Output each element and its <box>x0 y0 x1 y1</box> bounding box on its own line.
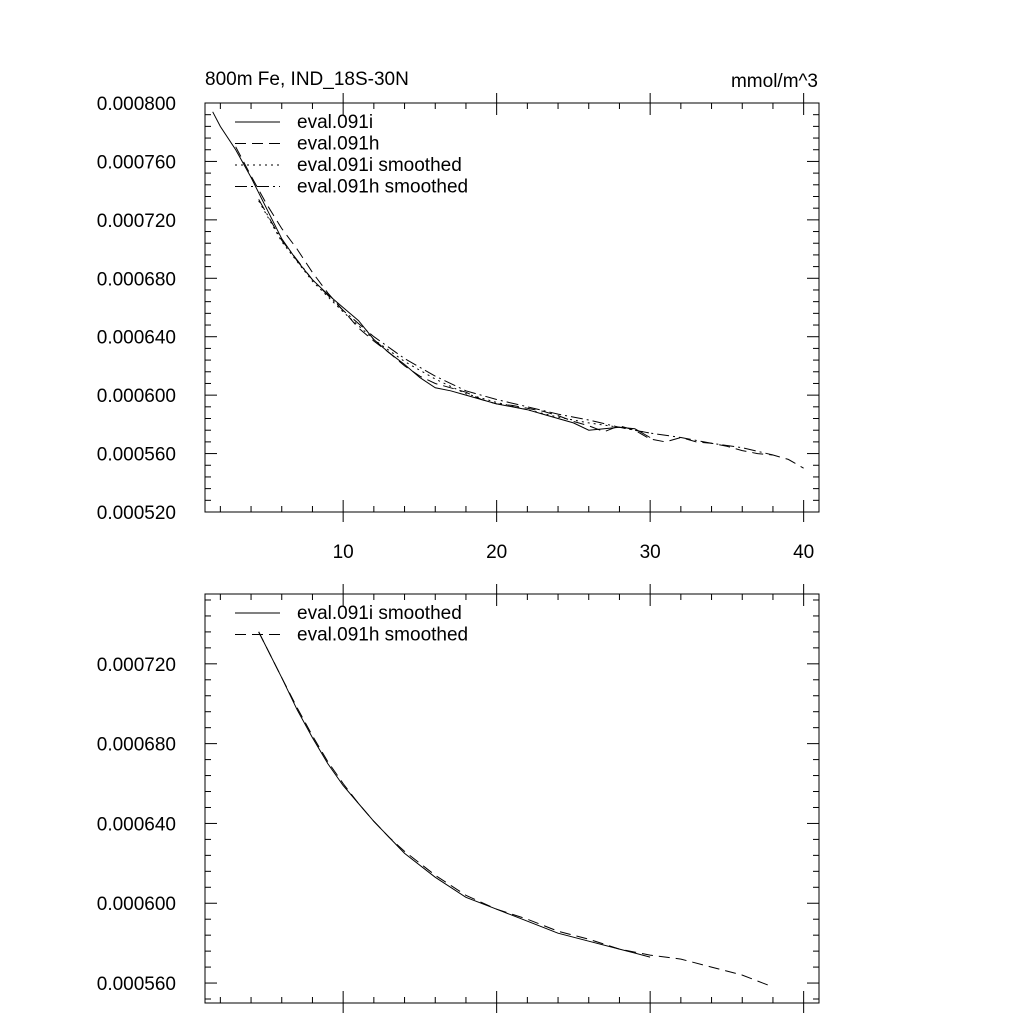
chart-title: 800m Fe, IND_18S-30N <box>205 69 409 90</box>
x-tick-label: 20 <box>486 542 508 563</box>
legend-label: eval.091h smoothed <box>297 176 469 198</box>
y-tick-label: 0.000600 <box>96 894 176 916</box>
x-tick-label: 40 <box>793 542 815 563</box>
legend-label: eval.091i smoothed <box>297 603 462 624</box>
y-tick-label: 0.000760 <box>96 152 176 174</box>
y-tick-label: 0.000720 <box>96 210 176 232</box>
y-tick-label: 0.000680 <box>96 269 176 291</box>
legend-label: eval.091i smoothed <box>297 155 462 176</box>
legend-label: eval.091h <box>297 133 380 155</box>
y-tick-label: 0.000600 <box>96 386 176 408</box>
units-label: mmol/m^3 <box>730 71 818 92</box>
y-tick-label: 0.000800 <box>96 94 176 115</box>
y-tick-label: 0.000640 <box>96 814 176 836</box>
x-tick-label: 30 <box>639 542 661 563</box>
legend-label: eval.091i <box>297 112 374 133</box>
y-tick-label: 0.000560 <box>96 444 176 466</box>
legend-label: eval.091h smoothed <box>297 624 469 646</box>
y-tick-label: 0.000560 <box>96 974 176 996</box>
x-tick-label: 10 <box>332 542 354 563</box>
y-tick-label: 0.000520 <box>96 503 176 524</box>
y-tick-label: 0.000640 <box>96 327 176 349</box>
y-tick-label: 0.000680 <box>96 734 176 756</box>
y-tick-label: 0.000720 <box>96 654 176 676</box>
